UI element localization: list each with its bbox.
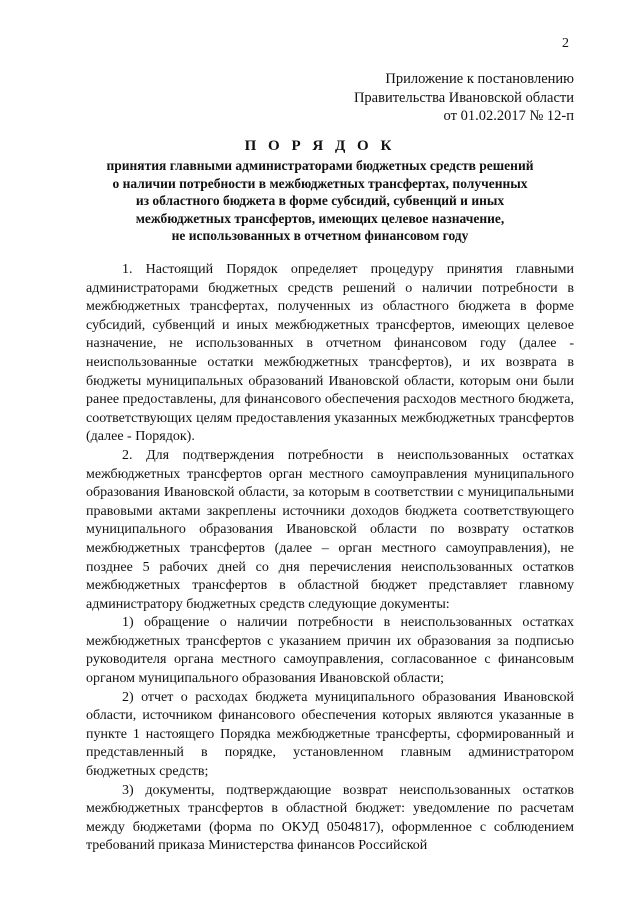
document-subtitle bbox=[0, 157, 640, 245]
document-body bbox=[86, 261, 574, 856]
subtitle-line: о наличии потребности в межбюджетных трансфертах, полученных bbox=[112, 175, 528, 191]
document-heading bbox=[0, 136, 640, 245]
subparagraph-1: 1) обращение о наличии потребности в неиспользованных остатках межбюджетных трансфертов с указанием причин их образования за подписью руководителя органа местного самоуправления, согласованное с финансовым органом муниципального образования Ивановской области; bbox=[86, 615, 574, 687]
page-number: 2 bbox=[562, 36, 569, 51]
subtitle-line: не использованных в отчетном финансовом году bbox=[171, 228, 469, 243]
subtitle-line: из областного бюджета в форме субсидий, субвенций и иных bbox=[135, 193, 505, 208]
appendix-header bbox=[354, 70, 574, 126]
appendix-line-1: Приложение к постановлению bbox=[385, 71, 574, 87]
subtitle-line: межбюджетных трансфертов, имеющих целевое назначение, bbox=[135, 210, 505, 226]
appendix-line-2: Правительства Ивановской области bbox=[353, 89, 574, 106]
subparagraph-3: 3) документы, подтверждающие возврат неиспользованных остатков межбюджетных трансфертов в областной бюджет: уведомление по расчетам между бюджетами (форма по ОКУД 0504817), оформленное с соблюдением требований приказа Министерства финансов Российской bbox=[86, 782, 574, 854]
paragraph-item-2: 2. Для подтверждения потребности в неиспользованных остатках межбюджетных трансфертов орган местного самоуправления муниципального образования Ивановской области, за которым в соответствии с муниципальными правовыми актами закреплены источники доходов бюджета соответствующего муниципального образования Ивановской области по возврату остатков межбюджетных трансфертов (далее – орган местного самоуправления), не позднее 5 рабочих дней со дня перечисления неиспользованных остатков межбюджетных трансфертов в областной бюджет представляет главному администратору бюджетных средств следующие документы: bbox=[86, 447, 574, 612]
paragraph-item-1: 1. Настоящий Порядок определяет процедуру принятия главными администраторами бюджетных средств решений о наличии потребности в межбюджетных трансфертах, полученных из областного бюджета в форме субсидий, субвенций и иных межбюджетных трансфертов, имеющих целевое назначение, не использованных в отчетном финансовом году (далее - неиспользованные остатки межбюджетных трансфертов), и их возврата в бюджеты муниципальных образований Ивановской области, которым они были ранее предоставлены, для финансового обеспечения расходов местного бюджета, соответствующих целям предоставления указанных межбюджетных трансфертов (далее - Порядок). bbox=[86, 262, 574, 445]
subtitle-line: принятия главными администраторами бюджетных средств решений bbox=[106, 158, 534, 173]
subparagraph-2: 2) отчет о расходах бюджета муниципального образования Ивановской области, источником финансового обеспечения которых являются указанные в пункте 1 настоящего Порядка межбюджетные трансферты, сформированный и представленный в порядке, установленном главным администратором бюджетных средств; bbox=[86, 689, 574, 780]
appendix-line-3: от 01.02.2017 № 12-п bbox=[443, 108, 574, 124]
document-title: П О Р Я Д О К bbox=[244, 138, 396, 154]
